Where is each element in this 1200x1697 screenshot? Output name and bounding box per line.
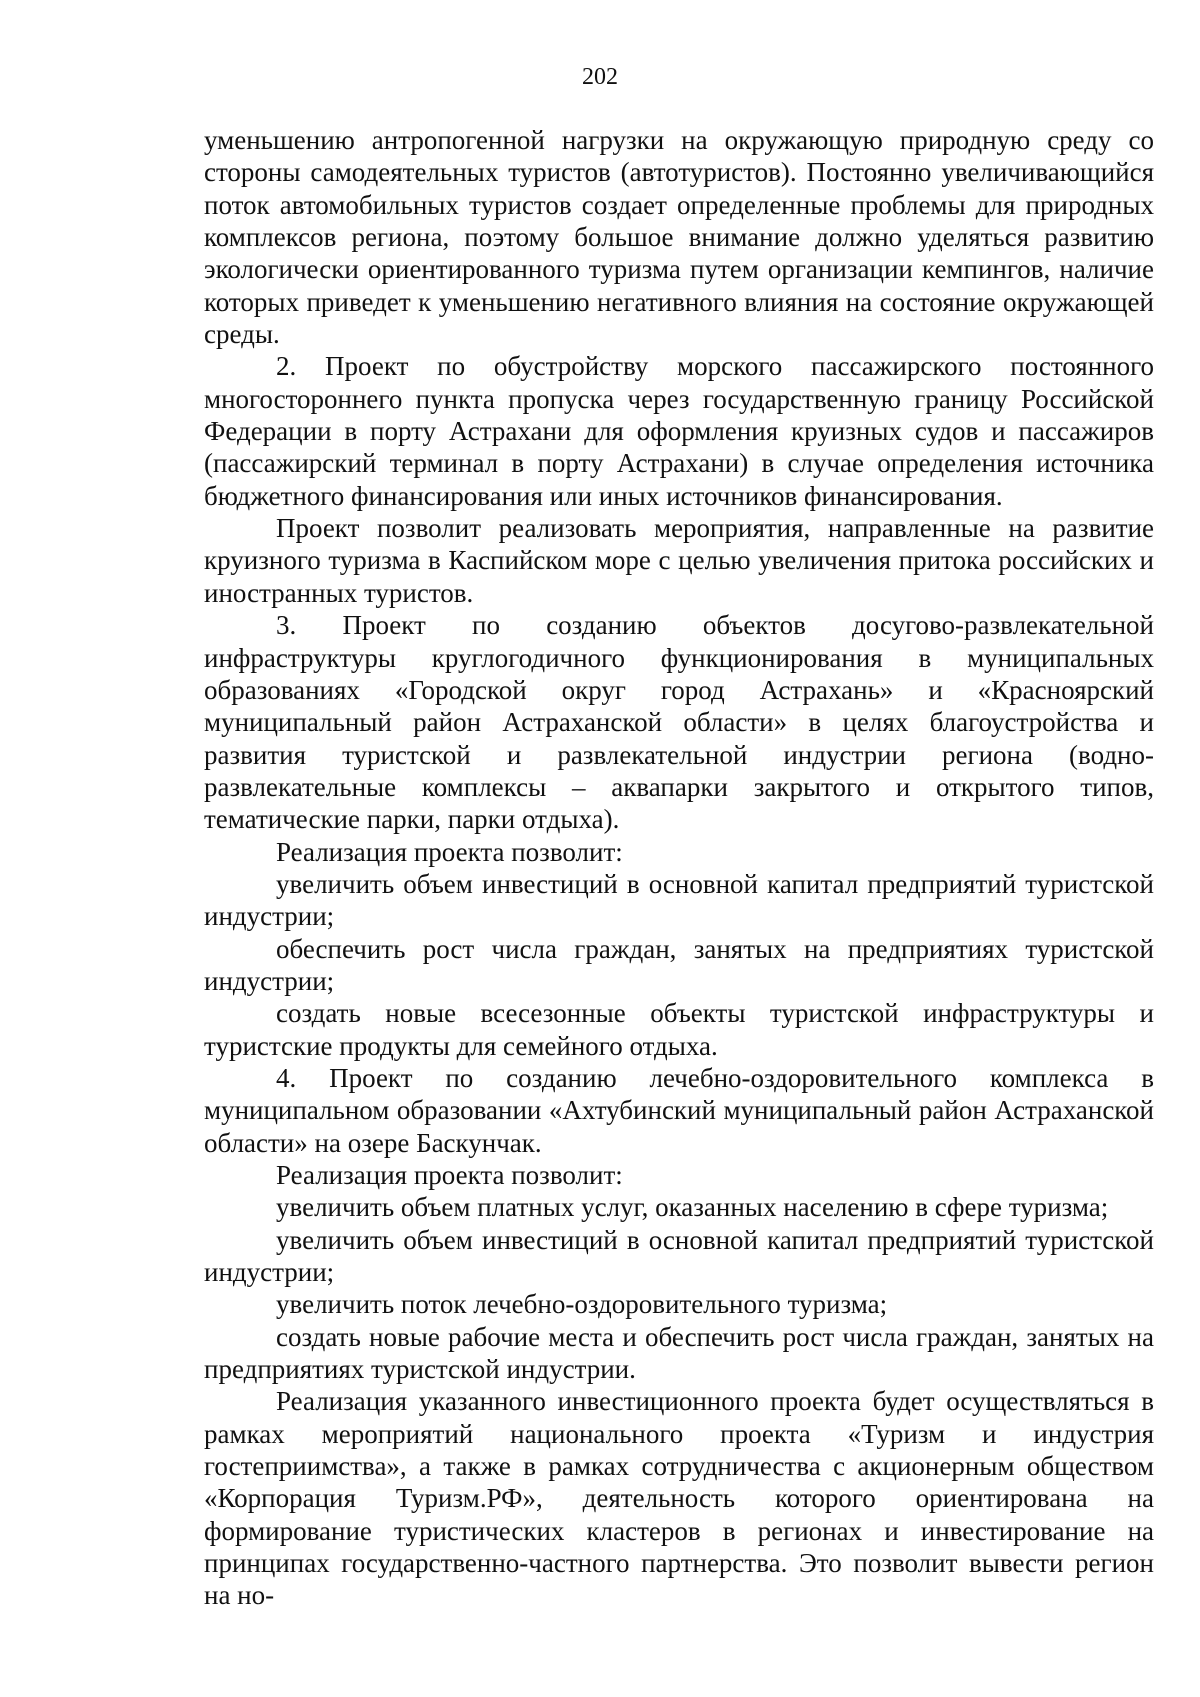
list-item-project-4-jobs: создать новые рабочие места и обеспечить рост числа граждан, занятых на предприятиях туристской индустрии. — [204, 1321, 1154, 1385]
list-item-project-3-investment: увеличить объем инвестиций в основной капитал предприятий туристской индустрии; — [204, 868, 1154, 932]
paragraph-continuation: уменьшению антропогенной нагрузки на окружающую природную среду со стороны самодеятельных туристов (автотуристов). Постоянно увеличивающийся поток автомобильных туристов создает определенные проблемы для природных комплексов региона, поэтому большое внимание должно уделяться развитию экологически ориентированного туризма путем организации кемпингов, наличие которых приведет к уменьшению негативного влияния на состояние окружающей среды. — [204, 125, 1154, 350]
list-item-project-4-health-tourism: увеличить поток лечебно-оздоровительного туризма; — [276, 1289, 888, 1320]
list-item-project-3-employment: обеспечить рост числа граждан, занятых на предприятиях туристской индустрии; — [204, 933, 1154, 996]
paragraph-implementation: Реализация указанного инвестиционного проекта будет осуществляться в рамках мероприятий национального проекта «Туризм и индустрия гостеприимства», а также в рамках сотрудничества с акционерным обществом «Корпорация Туризм.РФ», деятельность которого ориентирована на формирование туристических кластеров в регионах и инвестирование на принципах государственно-частного партнерства. Это позволит вывести регион на но- — [204, 1386, 1154, 1611]
list-item-project-3-infrastructure: создать новые всесезонные объекты туристской инфраструктуры и туристские продукты для семейного отдыха. — [204, 998, 1154, 1061]
paragraph-project-4: 4. Проект по созданию лечебно-оздоровительного комплекса в муниципальном образовании «Ахтубинский муниципальный район Астраханской области» на озере Баскунчак. — [204, 1062, 1154, 1158]
document-body — [204, 124, 1154, 1612]
paragraph-project-3: 3. Проект по созданию объектов досугово-развлекательной инфраструктуры круглогодичного функционирования в муниципальных образованиях «Городской округ город Астрахань» и «Красноярский муниципальный район Астраханской области» в целях благоустройства и развития туристской и развлекательной индустрии региона (водно-развлекательные комплексы – аквапарки закрытого и открытого типов, тематические парки, парки отдыха). — [204, 610, 1154, 835]
paragraph-project-2-effect: Проект позволит реализовать мероприятия, направленные на развитие круизного туризма в Каспийском море с целью увеличения притока российских и иностранных туристов. — [204, 513, 1154, 608]
list-item-project-4-investment: увеличить объем инвестиций в основной капитал предприятий туристской индустрии; — [204, 1224, 1154, 1288]
list-item-project-4-paid-services: увеличить объем платных услуг, оказанных населению в сфере туризма; — [276, 1192, 1109, 1223]
paragraph-project-3-intro: Реализация проекта позволит: — [276, 836, 623, 867]
paragraph-project-4-intro: Реализация проекта позволит: — [276, 1160, 623, 1190]
paragraph-project-2: 2. Проект по обустройству морского пассажирского постоянного многостороннего пункта пропуска через государственную границу Российской Федерации в порту Астрахани для оформления круизных судов и пассажиров (пассажирский терминал в порту Астрахани) в случае определения источника бюджетного финансирования или иных источников финансирования. — [204, 351, 1154, 511]
page-number: 202 — [582, 64, 618, 90]
